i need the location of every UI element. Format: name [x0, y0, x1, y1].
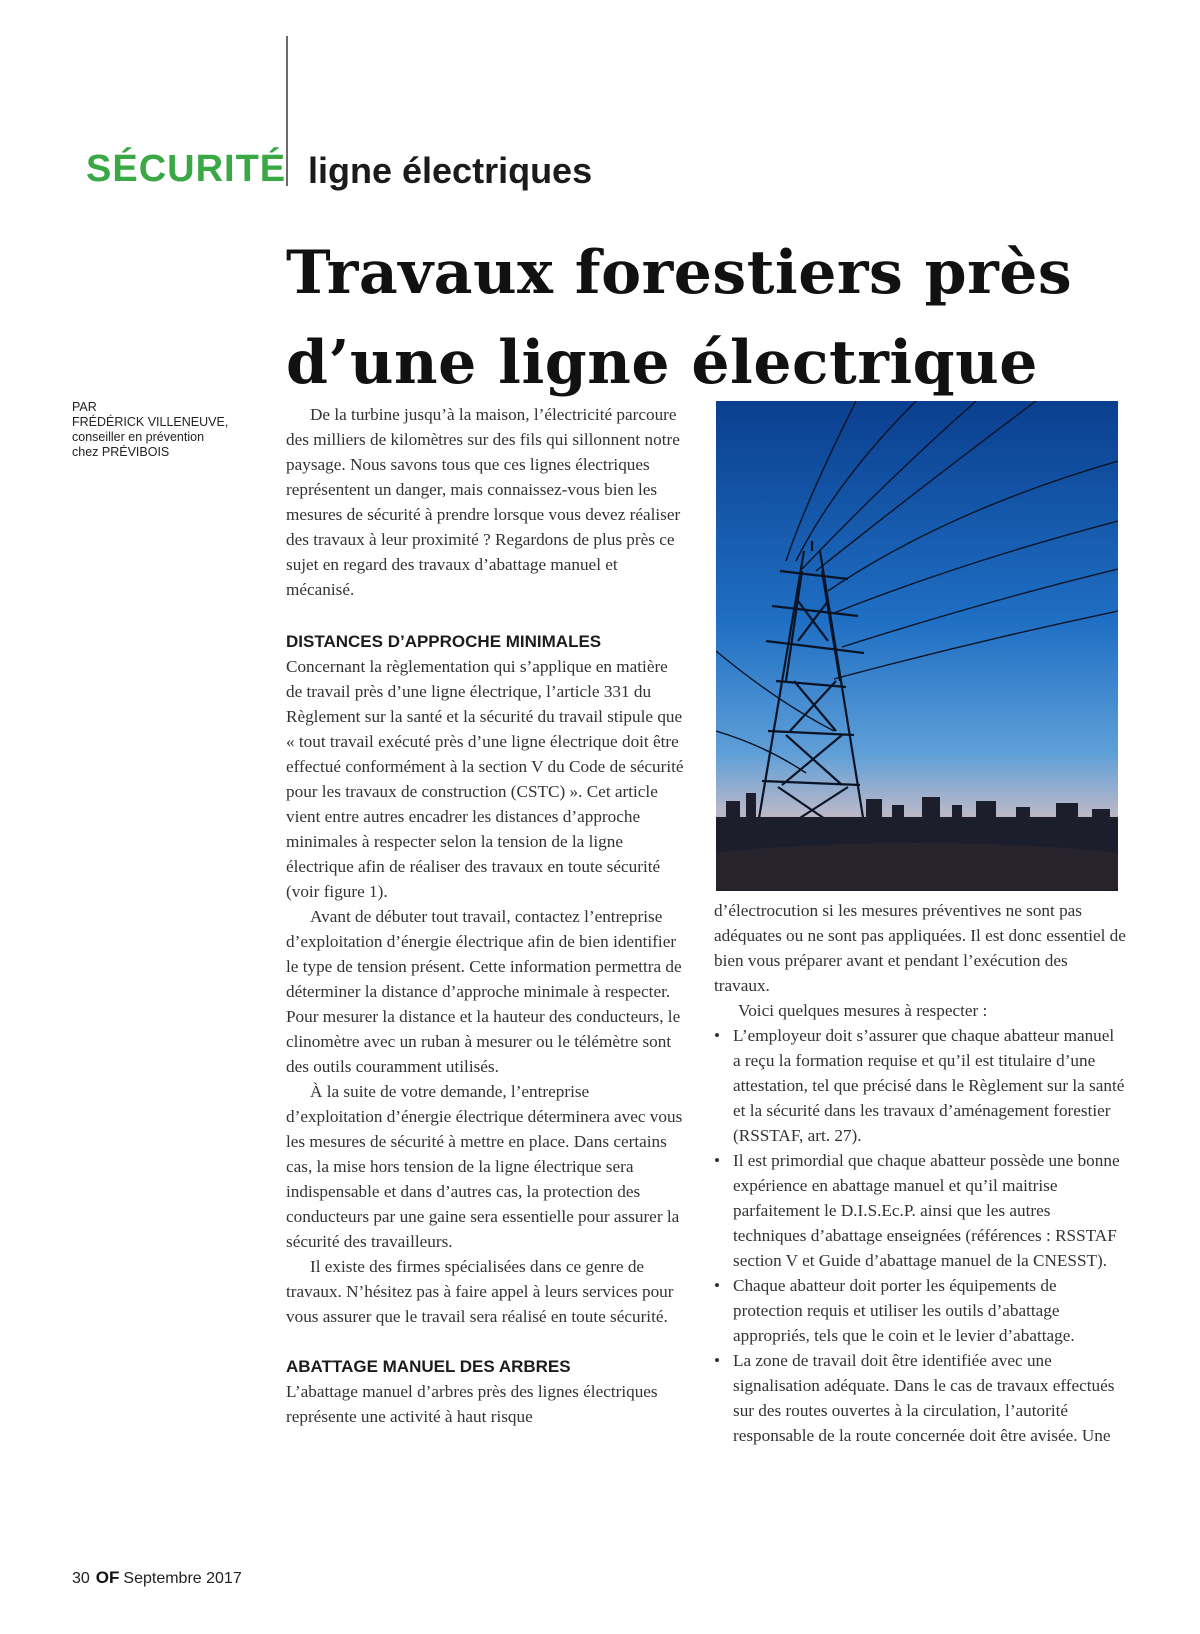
- title-line-1: Travaux forestiers près: [286, 238, 1073, 308]
- paragraph-abattage-start: L’abattage manuel d’arbres près des lignes électriques représente une activité à haut risque: [286, 1382, 658, 1426]
- bullet: •: [714, 1276, 721, 1295]
- measure-text: L’employeur doit s’assurer que chaque abatteur manuel a reçu la formation requise et qu’il est titulaire d’une attestation, tel que précisé dans le Règlement sur la santé et la sécurité dans les travaux d’aménagement forestier (RSSTAF, art. 27).: [733, 1026, 1125, 1145]
- list-item: [714, 1023, 1126, 1148]
- issue-date: Septembre 2017: [123, 1570, 242, 1587]
- list-item: [714, 1273, 1126, 1348]
- measure-text: Il est primordial que chaque abatteur possède une bonne expérience en abattage manuel et qu’il maitrise parfaitement le D.I.S.Ec.P. ainsi que les autres techniques d’abattage enseignées (références : RSSTAF section V et Guide d’abattage manuel de la CNESST).: [733, 1151, 1120, 1270]
- heading-abattage: ABATTAGE MANUEL DES ARBRES: [286, 1357, 571, 1376]
- paragraph-request: À la suite de votre demande, l’entreprise d’exploitation d’énergie électrique déterminera avec vous les mesures de sécurité à mettre en place. Dans certains cas, la mise hors tension de la ligne électrique sera indispensable et dans d’autres cas, la protection des conducteurs par une gaine sera essentielle pour assurer la sécurité des travailleurs.: [286, 1082, 683, 1251]
- paragraph-contact: Avant de débuter tout travail, contactez l’entreprise d’exploitation d’énergie électrique afin de bien identifier le type de tension présent. Cette information permettra de déterminer la distance d’approche minimale à respecter. Pour mesurer la distance et la hauteur des conducteurs, le clinomètre avec un ruban à mesurer ou le télémètre sont des outils couramment utilisés.: [286, 907, 682, 1076]
- byline: [72, 400, 228, 460]
- list-item: [714, 1148, 1126, 1273]
- measures-list: [714, 1023, 1126, 1448]
- header-divider: [286, 36, 288, 186]
- measure-text: Chaque abatteur doit porter les équipements de protection requis et utiliser les outils d’abattage appropriés, tels que le coin et le levier d’abattage.: [733, 1276, 1075, 1345]
- bullet: •: [714, 1151, 721, 1170]
- power-line-photo: [716, 401, 1118, 891]
- magazine-name: OF: [95, 1568, 120, 1587]
- article-title: [286, 228, 1072, 408]
- byline-author: FRÉDÉRICK VILLENEUVE,: [72, 415, 229, 429]
- intro-paragraph: De la turbine jusqu’à la maison, l’électricité parcoure des milliers de kilomètres sur des fils qui sillonnent notre paysage. Nous savons tous que ces lignes électriques représentent un danger, mais connaissez-vous bien les mesures de sécurité à prendre lorsque vous devez réaliser des travaux à leur proximité ? Regardons de plus près ce sujet en regard des travaux d’abattage manuel et mécanisé.: [286, 405, 681, 599]
- bullet: •: [714, 1026, 721, 1045]
- paragraph-firms: Il existe des firmes spécialisées dans ce genre de travaux. N’hésitez pas à faire appel à leurs services pour vous assurer que le travail sera réalisé en toute sécurité.: [286, 1257, 674, 1326]
- paragraph-regulation: Concernant la règlementation qui s’applique en matière de travail près d’une ligne électrique, l’article 331 du Règlement sur la santé et la sécurité du travail stipule que « tout travail exécuté près d’une ligne électrique doit être effectué conformément à la section V du Code de sécurité pour les travaux de construction (CSTC) ». Cet article vient entre autres encadrer les distances d’approche minimales à respecter selon la tension de la ligne électrique afin de réaliser des travaux en toute sécurité (voir figure 1).: [286, 657, 684, 901]
- list-item: [714, 1348, 1126, 1448]
- measure-text: La zone de travail doit être identifiée avec une signalisation adéquate. Dans le cas de travaux effectués sur des routes ouvertes à la circulation, l’autorité responsable de la route concernée doit être avisée. Une: [733, 1351, 1115, 1445]
- byline-role-2: chez PRÉVIBOIS: [72, 445, 170, 459]
- byline-par: PAR: [72, 400, 97, 414]
- byline-role-1: conseiller en prévention: [72, 430, 205, 444]
- bullet: •: [714, 1351, 721, 1370]
- paragraph-abattage-continued: d’électrocution si les mesures préventives ne sont pas adéquates ou ne sont pas appliquées. Il est donc essentiel de bien vous préparer avant et pendant l’exécution des travaux.: [714, 901, 1126, 995]
- article-column-2: [714, 898, 1126, 1448]
- subsection-label: ligne électriques: [308, 150, 593, 191]
- title-line-2: d’une ligne électrique: [286, 328, 1038, 398]
- article-column-1: [286, 402, 688, 1429]
- paragraph-measures-intro: Voici quelques mesures à respecter :: [738, 1001, 988, 1020]
- page-number: 30: [72, 1570, 90, 1587]
- page-footer: [72, 1568, 242, 1588]
- section-label: SÉCURITÉ: [86, 148, 287, 190]
- heading-distances: DISTANCES D’APPROCHE MINIMALES: [286, 632, 602, 651]
